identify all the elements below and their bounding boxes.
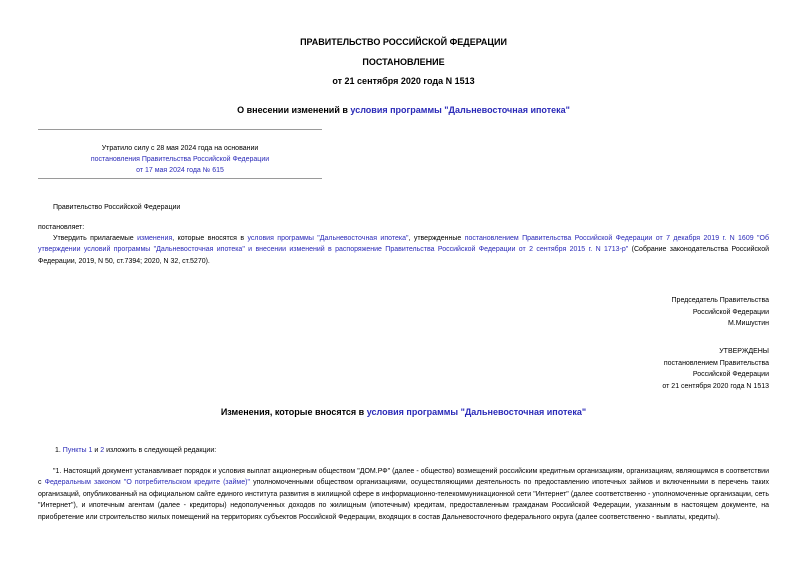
item-1 [55,445,216,456]
decree-1609-link[interactable]: постановлением Правительства Российской Федерации от 7 декабря 2019 г. N 1609 "Об утверждении условий программы "Дальневосточная ипотека" и внесении изменений в распоряжение Правительства Российской Федерации от 2 сентября 2015 г. N 1713-р" [38,235,769,254]
document-title [0,105,807,115]
approved-country: Российской Федерации [692,371,769,378]
document-date-number: от 21 сентября 2020 года N 1513 [332,76,475,86]
quote-text-1: "1. Настоящий документ устанавливает порядок и условия выплат акционерным обществом "ДОМ.РФ" (далее - общество) возмещений российским кредитным организациям, организациям, являющимся в соответствии с [38,468,769,487]
title-prefix: О внесении изменений в [237,105,351,115]
body-text-3: , утвержденные [408,235,465,242]
changes-title [0,407,807,417]
decides-label: постановляет: [38,224,85,231]
item-1-link-point-2[interactable]: 2 [100,447,105,454]
item-1-prefix: 1. [55,447,63,454]
signature-position: Председатель Правительства [671,297,769,304]
approved-date: от 21 сентября 2020 года N 1513 [662,382,769,390]
expired-note-link-decree[interactable]: постановления Правительства Российской Федерации [90,156,270,163]
approved-block [662,346,769,392]
body-text-1: Утвердить прилагаемые [53,235,138,242]
document-type: ПОСТАНОВЛЕНИЕ [362,57,445,67]
title-link[interactable]: условия программы "Дальневосточная ипотека" [350,105,570,115]
signature-block [672,295,769,330]
item-1-suffix: изложить в следующей редакции: [104,447,217,454]
changes-link[interactable]: изменения [137,235,173,242]
expired-note-link-date[interactable]: от 17 мая 2024 года № 615 [136,167,224,174]
changes-title-prefix: Изменения, которые вносятся в [220,407,367,417]
top-divider [38,129,322,130]
program-conditions-link[interactable]: условия программы "Дальневосточная ипотека" [247,235,409,242]
changes-title-link[interactable]: условия программы "Дальневосточная ипотека" [366,407,587,417]
bottom-divider [38,178,322,179]
item-1-mid: и [92,447,101,454]
approved-heading: УТВЕРЖДЕНЫ [719,348,769,355]
quote-text-2: уполномоченными обществом организациями, осуществляющими деятельность по предоставлению ипотечных займов и включенными в перечень таких организаций, опубликованный на официальном сайте единого института развития в жилищной сфере в информационно-телекоммуникационной сети "Интернет" (далее соответственно - уполномоченные организации, сеть "Интернет"), и ипотечным агентам (далее - кредиторы) недополученных доходов по жилищным (ипотечным) кредитам, предоставленным гражданам Российской Федерации, указанным в настоящем документе, на приобретение или строительство жилых помещений на территориях субъектов Российской Федерации, входящих в состав Дальневосточного федерального округа (далее соответственно - выплаты, кредиты). [38,479,769,521]
quoted-paragraph [38,466,769,523]
expired-note-text: Утратило силу с 28 мая 2024 года на основании [101,145,259,152]
body-text-4: (Собрание законодательства Российской Федерации, 2019, N 50, ст.7394; 2020, N 32, ст.5270). [38,246,769,265]
body-text-2: , которые вносятся в [172,235,248,242]
consumer-credit-law-link[interactable]: Федеральным законом "О потребительском кредите (займе)" [44,479,250,487]
expired-note [38,143,322,176]
preamble: Правительство Российской Федерации [53,204,181,211]
item-1-link-points[interactable]: Пункты 1 [62,447,93,454]
signature-country: Российской Федерации [692,308,769,316]
approved-by: постановлением Правительства [663,359,769,367]
signature-name: М.Мишустин [727,320,769,327]
resolution-paragraph [38,233,769,267]
government-name: ПРАВИТЕЛЬСТВО РОССИЙСКОЙ ФЕДЕРАЦИИ [300,37,507,47]
